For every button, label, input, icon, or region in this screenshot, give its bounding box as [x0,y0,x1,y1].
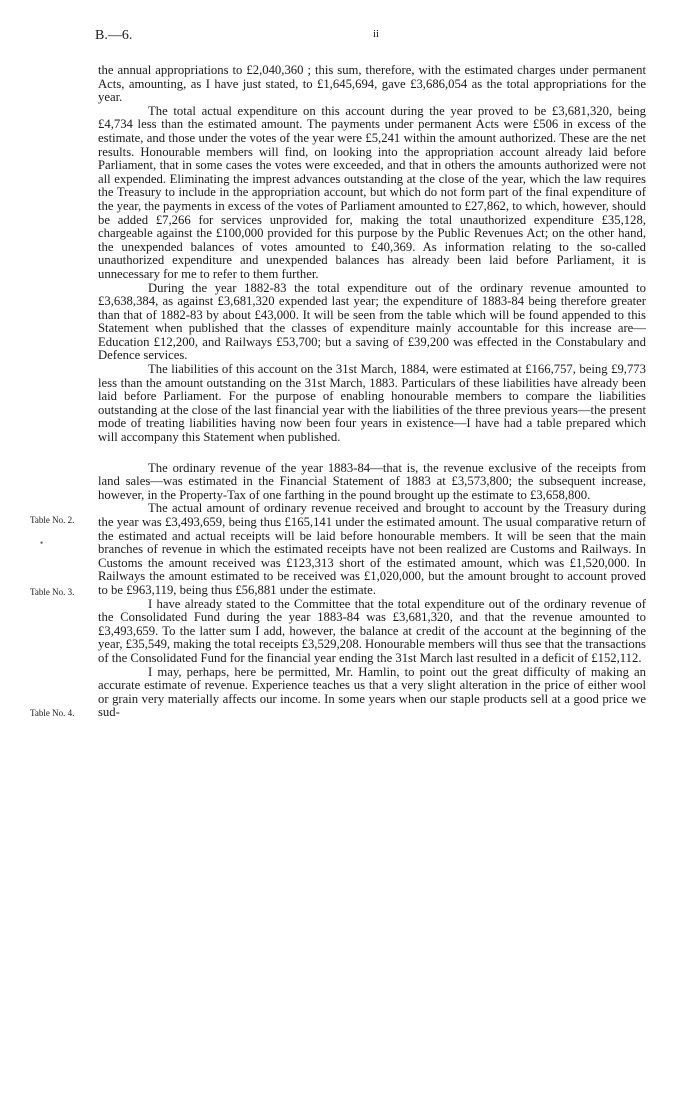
page-number: ii [373,28,380,40]
page-header [95,28,655,48]
paragraph-1: the annual appropriations to £2,040,360 ; this sum, therefore, with the estimated charges under permanent Acts, amounting, as I have just stated, to £1,645,694, gave £3,686,054 as the total appropriations for the year. [98,63,646,105]
paragraph-2: The total actual expenditure on this account during the year proved to be £3,681,320, being £4,734 less than the estimated amount. The payments under permanent Acts were £506 in excess of the estimate, and those under the votes of the year were £5,241 within the amount authorized. These are the net results. Honourable members will find, on looking into the appropriation account already laid before Parliament, that in some cases the votes were exceeded, and that in others the amounts authorized were not all expended. Eliminating the imprest advances outstanding at the close of the year, which the law requires the Treasury to include in the appropriation account, but which do not form part of the final expenditure of the year, the payments in excess of the votes of Parliament amounted to £27,862, to which, however, should be added £7,266 for services unprovided for, making the total unauthorized expenditure £35,128, chargeable against the £100,000 provided for this purpose by the Public Revenues Act; on the other hand, the unexpended balances of votes amounted to £40,369. As information relating to the so-called unauthorized expenditure and unexpended balances has already been laid before Parliament, it is unnecessary for me to refer to them further. [98,103,646,281]
paragraph-3: During the year 1882-83 the total expenditure out of the ordinary revenue amounted to £3,638,384, as against £3,681,320 expended last year; the expenditure of 1883-84 being therefore greater than that of 1882-83 by about £43,000. It will be seen from the table which will be found appended to this Statement when published that the classes of expenditure mainly accountable for this increase are—Education £12,200, and Railways £53,700; but a saving of £39,200 was effected in the Constabulary and Defence services. [98,280,646,363]
margin-note-table-3: Table No. 3. [30,587,75,597]
paragraph-7: I have already stated to the Committee that the total expenditure out of the ordinary revenue of the Consolidated Fund during the year 1883-84 was £3,681,320, and that the revenue amounted to £3,493,659. To the latter sum I add, however, the balance at credit of the account at the beginning of the year, £35,549, making the total receipts £3,529,208. Honourable members will thus see that the transactions of the Consolidated Fund for the financial year ending the 31st March last resulted in a deficit of £152,112. [98,596,646,665]
margin-note-table-4: Table No. 4. [30,708,75,718]
document-reference: B.—6. [95,28,133,43]
paragraph-8: I may, perhaps, here be permitted, Mr. Hamlin, to point out the great difficulty of making an accurate estimate of revenue. Experience teaches us that a very slight alteration in the price of either wool or grain very materially affects our income. In some years when our staple products sell at a good price we sud- [98,664,646,720]
margin-note-table-2: Table No. 2. [30,515,75,525]
paragraph-6: The actual amount of ordinary revenue received and brought to account by the Treasury during the year was £3,493,659, being thus £165,141 under the estimated amount. The usual comparative return of the estimated and actual receipts will be laid before honourable members. It will be seen that the main branches of revenue in which the estimated receipts have not been realized are Customs and Railways. In Customs the amount received was £123,313 short of the estimated amount, which was £1,520,000. In Railways the amount estimated to be received was £1,020,000, but the amount brought to account proved to be £963,119, being thus £56,881 under the estimate. [98,501,646,597]
paragraph-5: The ordinary revenue of the year 1883-84—that is, the revenue exclusive of the receipts from land sales—was estimated in the Financial Statement of 1883 at £3,573,800; the subsequent increase, however, in the Property-Tax of one farthing in the pound brought up the estimate to £3,658,800. [98,460,646,502]
paragraph-4: The liabilities of this account on the 31st March, 1884, were estimated at £166,757, being £9,773 less than the amount outstanding on the 31st March, 1883. Particulars of these liabilities have already been laid before Parliament. For the purpose of enabling honourable members to compare the liabilities outstanding at the close of the last financial year with the liabilities of the three previous years—the present mode of treating liabilities having now been four years in existence—I have had a table prepared which will accompany this Statement when published. [98,362,646,445]
body-text [98,64,646,720]
print-speck: • [40,538,44,548]
